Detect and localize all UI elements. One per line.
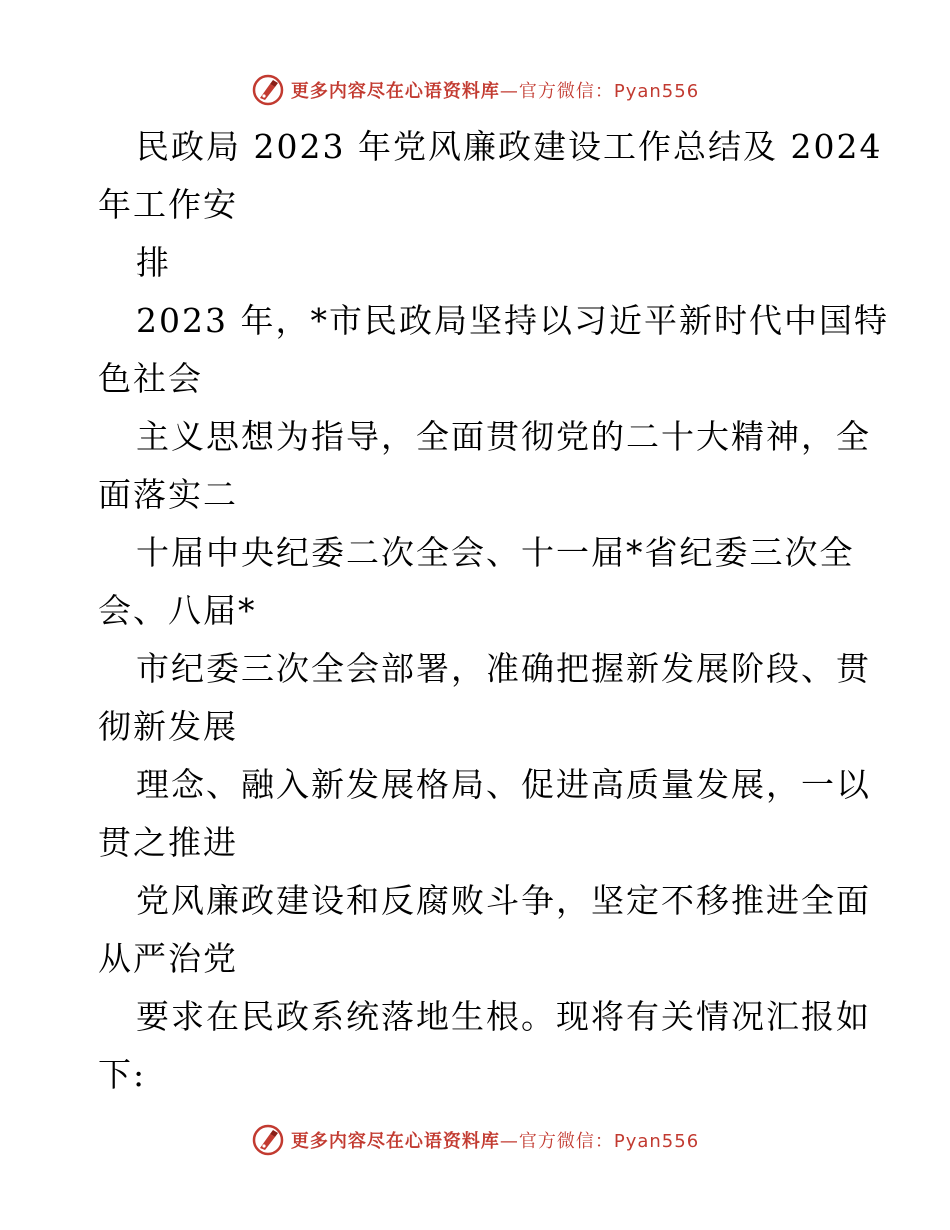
watermark-text (291, 77, 699, 103)
document-line: 理念、融入新发展格局、促进高质量发展，一以 (136, 765, 871, 804)
document-line: 2023 年，*市民政局坚持以习近平新时代中国特 (136, 301, 889, 340)
document-body (98, 118, 889, 1104)
document-line: 排 (136, 243, 171, 282)
pen-nib-logo-icon (251, 1123, 285, 1157)
document-line: 十届中央纪委二次全会、十一届*省纪委三次全 (136, 533, 855, 572)
pen-nib-logo-icon (251, 73, 285, 107)
document-line: 从严治党 (98, 939, 238, 978)
document-line: 会、八届* (98, 591, 257, 630)
document-line: 彻新发展 (98, 707, 238, 746)
document-line: 色社会 (98, 359, 203, 398)
watermark-contact: 官方微信：Pyan556 (518, 81, 700, 102)
document-line: 主义思想为指导，全面贯彻党的二十大精神，全 (136, 417, 871, 456)
watermark-contact: 官方微信：Pyan556 (518, 1131, 700, 1152)
document-line: 贯之推进 (98, 823, 238, 862)
document-line: 民政局 2023 年党风廉政建设工作总结及 2024 (136, 127, 883, 166)
watermark-site-name: 更多内容尽在心语资料库 (290, 81, 500, 102)
document-line: 年工作安 (98, 185, 238, 224)
watermark-dash: — (499, 1131, 519, 1152)
watermark-dash: — (499, 81, 519, 102)
footer-watermark (0, 1120, 950, 1160)
document-line: 要求在民政系统落地生根。现将有关情况汇报如 (136, 997, 871, 1036)
document-line: 党风廉政建设和反腐败斗争，坚定不移推进全面 (136, 881, 871, 920)
watermark-site-name: 更多内容尽在心语资料库 (290, 1131, 500, 1152)
document-line: 面落实二 (98, 475, 238, 514)
watermark-text (291, 1127, 699, 1153)
document-line: 市纪委三次全会部署，准确把握新发展阶段、贯 (136, 649, 871, 688)
document-line: 下: (98, 1055, 147, 1094)
header-watermark (0, 70, 950, 110)
